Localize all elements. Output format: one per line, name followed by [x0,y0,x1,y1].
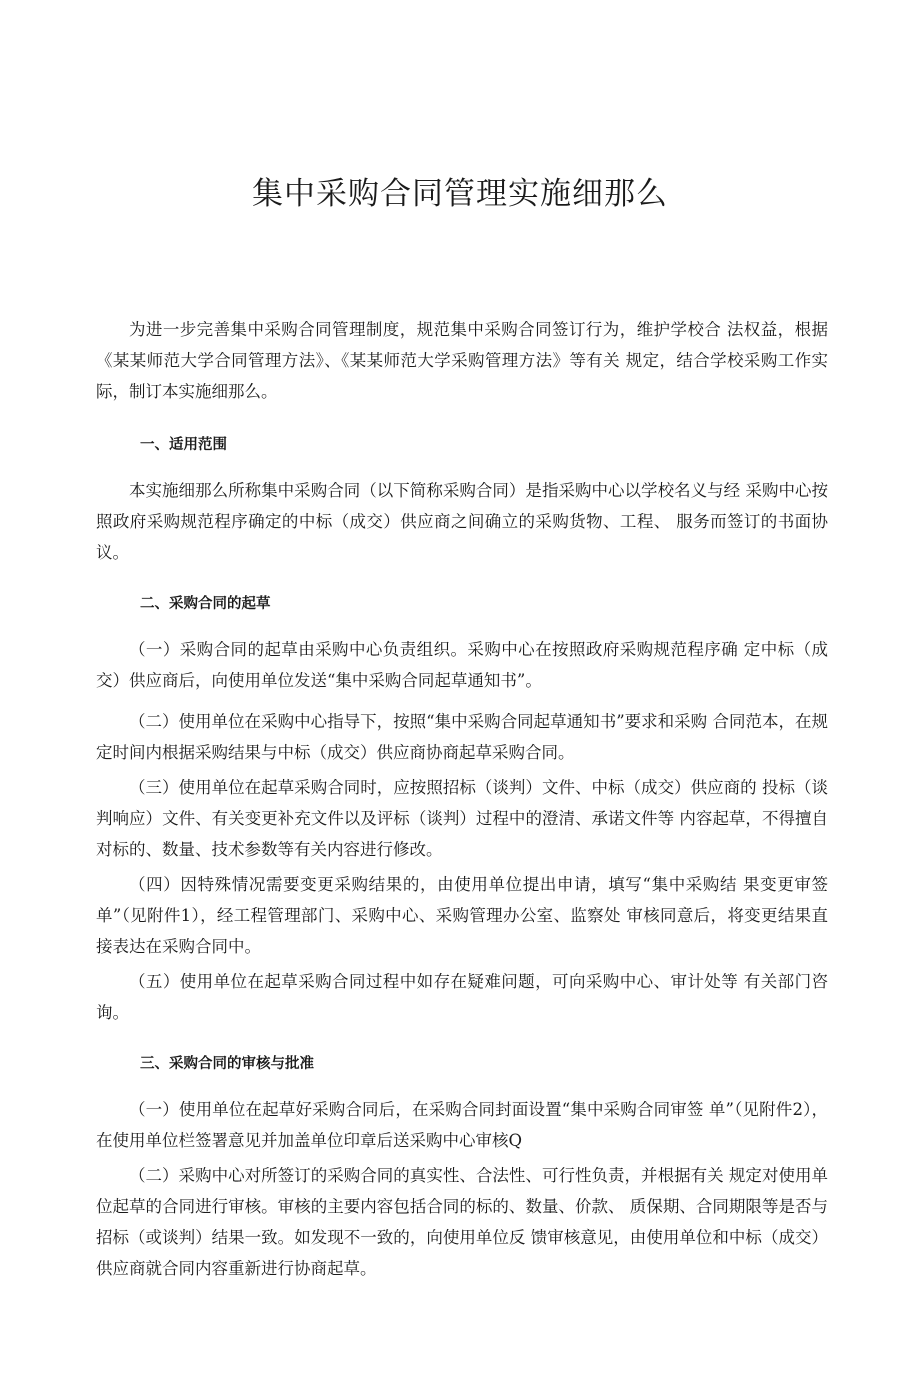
section-paragraph: （一）使用单位在起草好采购合同后，在采购合同封面设置“集中采购合同审签 单”（见附件2），在使用单位栏签署意见并加盖单位印章后送采购中心审核Q [96,1100,828,1150]
section-paragraph: （四）因特殊情况需要变更采购结果的，由使用单位提出申请，填写“集中采购结 果变更审签单”（见附件1），经工程管理部门、采购中心、采购管理办公室、监察处 审核同意后，将变更结果直接表达在采购合同中。 [96,875,828,956]
section-paragraph: （二）使用单位在采购中心指导下，按照“集中采购合同起草通知书”要求和采购 合同范本，在规定时间内根据采购结果与中标（成交）供应商协商起草采购合同。 [96,712,828,762]
section-heading: 一、适用范围 [140,437,227,453]
section-paragraph: 本实施细那么所称集中采购合同（以下简称采购合同）是指采购中心以学校名义与经 采购中心按照政府采购规范程序确定的中标（成交）供应商之间确立的采购货物、工程、 服务而签订的书面协议。 [96,481,828,562]
section-paragraph: （二）采购中心对所签订的采购合同的真实性、合法性、可行性负责，并根据有关 规定对使用单位起草的合同进行审核。审核的主要内容包括合同的标的、数量、价款、 质保期、合同期限等是否与招标（或谈判）结果一致。如发现不一致的，向使用单位反 馈审核意见，由使用单位和中标（成交）供应商就合同内容重新进行协商起草。 [96,1166,828,1278]
section-heading: 二、采购合同的起草 [140,596,271,612]
intro-paragraph: 为进一步完善集中采购合同管理制度，规范集中采购合同签订行为，维护学校合 法权益，根据《某某师范大学合同管理方法》、《某某师范大学采购管理方法》等有关 规定，结合学校采购工作实际，制订本实施细那么。 [96,320,828,401]
section-drafting [96,592,828,1028]
section-paragraph: （五）使用单位在起草采购合同过程中如存在疑难问题，可向采购中心、审计处等 有关部门咨询。 [96,972,828,1022]
section-paragraph: （一）采购合同的起草由采购中心负责组织。采购中心在按照政府采购规范程序确 定中标（成交）供应商后，向使用单位发送“集中采购合同起草通知书”。 [96,640,828,690]
section-scope [96,433,828,568]
document-body [96,314,828,1284]
section-heading: 三、采购合同的审核与批准 [140,1056,314,1072]
page-title: 集中采购合同管理实施细那么 [252,176,668,212]
section-paragraph: （三）使用单位在起草采购合同时，应按照招标（谈判）文件、中标（成交）供应商的 投标（谈判响应）文件、有关变更补充文件以及评标（谈判）过程中的澄清、承诺文件等 内容起草，不得擅自对标的、数量、技术参数等有关内容进行修改。 [96,778,828,859]
section-review-approval [96,1052,828,1284]
